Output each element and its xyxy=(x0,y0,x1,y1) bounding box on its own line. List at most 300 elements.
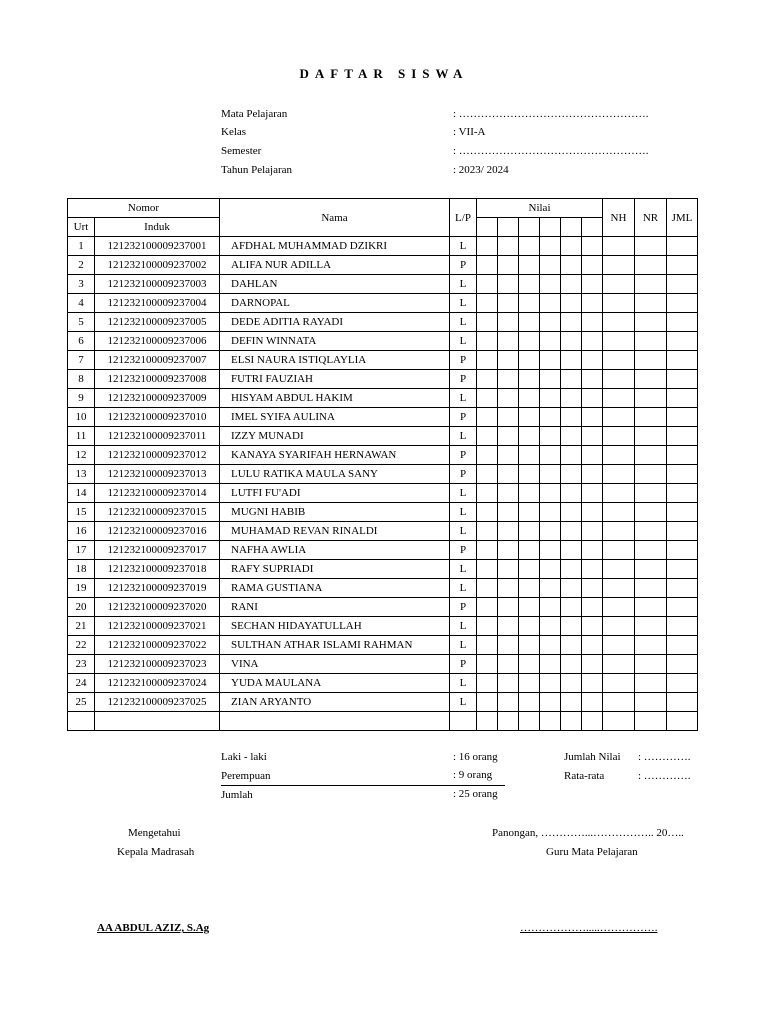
info-value-mata-pelajaran: : ……………………………………………. xyxy=(453,108,649,120)
cell-jml xyxy=(667,522,698,541)
cell-nilai-1 xyxy=(477,465,498,484)
cell-nilai-6 xyxy=(582,465,603,484)
cell-jml xyxy=(667,560,698,579)
cell-nilai-2 xyxy=(498,446,519,465)
guru-label: Guru Mata Pelajaran xyxy=(546,846,638,858)
cell-nilai-4 xyxy=(540,370,561,389)
rata-rata-value: : …………. xyxy=(638,770,691,782)
cell-induk: 121232100009237016 xyxy=(95,522,220,541)
header-nh: NH xyxy=(603,199,635,237)
cell-nilai-6 xyxy=(582,522,603,541)
cell-nilai-3 xyxy=(519,541,540,560)
cell-nr xyxy=(635,655,667,674)
table-row xyxy=(68,275,698,294)
cell-nilai-1 xyxy=(477,332,498,351)
cell-nr xyxy=(635,560,667,579)
cell-nilai-2 xyxy=(498,674,519,693)
cell-nilai-5 xyxy=(561,427,582,446)
cell-nilai-5 xyxy=(561,522,582,541)
cell-nh xyxy=(603,408,635,427)
cell-lp: L xyxy=(450,560,477,579)
cell-urt: 15 xyxy=(68,503,95,522)
cell-nilai-1 xyxy=(477,636,498,655)
cell-induk: 121232100009237011 xyxy=(95,427,220,446)
table-row xyxy=(68,503,698,522)
cell-induk: 121232100009237020 xyxy=(95,598,220,617)
cell-nr xyxy=(635,446,667,465)
cell-nilai-2 xyxy=(498,313,519,332)
cell-nilai-2 xyxy=(498,636,519,655)
cell-nh xyxy=(603,655,635,674)
cell-nilai-1 xyxy=(477,503,498,522)
cell-nr xyxy=(635,693,667,712)
cell-nilai-2 xyxy=(498,351,519,370)
cell-lp: P xyxy=(450,370,477,389)
cell-nilai-3 xyxy=(519,351,540,370)
cell-nilai-1 xyxy=(477,541,498,560)
cell-urt: 12 xyxy=(68,446,95,465)
cell-nr xyxy=(635,408,667,427)
cell-urt: 19 xyxy=(68,579,95,598)
cell-nr xyxy=(635,294,667,313)
cell-nilai-1 xyxy=(477,579,498,598)
cell-urt: 17 xyxy=(68,541,95,560)
cell-jml xyxy=(667,389,698,408)
cell-nr xyxy=(635,427,667,446)
cell-nilai-4 xyxy=(540,579,561,598)
cell-nh xyxy=(603,503,635,522)
laki-label: Laki - laki xyxy=(221,751,267,763)
cell-nilai-4 xyxy=(540,446,561,465)
cell-jml xyxy=(667,313,698,332)
cell-nilai-4 xyxy=(540,427,561,446)
perempuan-value: : 9 orang xyxy=(453,769,493,781)
cell-nilai-5 xyxy=(561,541,582,560)
cell-nilai-2 xyxy=(498,522,519,541)
info-value-kelas: : VII-A xyxy=(453,126,486,138)
cell-lp: L xyxy=(450,617,477,636)
cell-nilai-4 xyxy=(540,693,561,712)
cell-nilai-4 xyxy=(540,294,561,313)
cell-nilai-1 xyxy=(477,408,498,427)
cell-lp: P xyxy=(450,655,477,674)
cell-nilai-3 xyxy=(519,332,540,351)
cell-jml xyxy=(667,351,698,370)
cell-nr xyxy=(635,237,667,256)
cell-nr xyxy=(635,617,667,636)
cell-nilai-6 xyxy=(582,636,603,655)
cell-nr xyxy=(635,579,667,598)
cell-nr xyxy=(635,313,667,332)
cell-nr xyxy=(635,484,667,503)
cell-nr xyxy=(635,598,667,617)
cell-nilai-5 xyxy=(561,256,582,275)
cell-induk: 121232100009237008 xyxy=(95,370,220,389)
info-value-semester: : ……………………………………………. xyxy=(453,145,649,157)
cell-jml xyxy=(667,579,698,598)
cell-jml xyxy=(667,655,698,674)
cell-nilai-1 xyxy=(477,598,498,617)
cell-nilai-1 xyxy=(477,693,498,712)
cell-nh xyxy=(603,522,635,541)
cell-nama: DEFIN WINNATA xyxy=(220,332,450,351)
cell-nilai-1 xyxy=(477,370,498,389)
cell-nr xyxy=(635,256,667,275)
cell-nr xyxy=(635,674,667,693)
cell-nilai-3 xyxy=(519,484,540,503)
cell-induk: 121232100009237010 xyxy=(95,408,220,427)
cell-nama: DEDE ADITIA RAYADI xyxy=(220,313,450,332)
table-row xyxy=(68,237,698,256)
cell-nilai-2 xyxy=(498,655,519,674)
info-label-mata-pelajaran: Mata Pelajaran xyxy=(221,108,288,120)
table-row xyxy=(68,541,698,560)
cell-nr xyxy=(635,389,667,408)
cell-induk: 121232100009237014 xyxy=(95,484,220,503)
cell-nr xyxy=(635,275,667,294)
kepala-madrasah-label: Kepala Madrasah xyxy=(117,846,195,858)
cell-nilai-1 xyxy=(477,351,498,370)
cell-nama: RANI xyxy=(220,598,450,617)
nilai-col-4 xyxy=(540,218,561,237)
cell-lp: L xyxy=(450,503,477,522)
cell-nr xyxy=(635,370,667,389)
cell-nilai-1 xyxy=(477,617,498,636)
cell-nilai-2 xyxy=(498,617,519,636)
nilai-col-6 xyxy=(582,218,603,237)
cell-urt: 7 xyxy=(68,351,95,370)
jumlah-value: : 25 orang xyxy=(453,788,498,800)
cell-urt: 1 xyxy=(68,237,95,256)
cell-jml xyxy=(667,693,698,712)
cell-nilai-4 xyxy=(540,313,561,332)
table-row xyxy=(68,674,698,693)
cell-nilai-2 xyxy=(498,332,519,351)
cell-nilai-1 xyxy=(477,446,498,465)
cell-nilai-6 xyxy=(582,484,603,503)
cell-nilai-3 xyxy=(519,522,540,541)
cell-nr xyxy=(635,541,667,560)
cell-nilai-6 xyxy=(582,617,603,636)
table-row xyxy=(68,560,698,579)
cell-jml xyxy=(667,370,698,389)
cell-nilai-6 xyxy=(582,427,603,446)
rata-rata-label: Rata-rata xyxy=(564,770,605,782)
cell-nilai-4 xyxy=(540,522,561,541)
cell-urt: 11 xyxy=(68,427,95,446)
cell-nama: YUDA MAULANA xyxy=(220,674,450,693)
cell-jml xyxy=(667,256,698,275)
cell-nilai-1 xyxy=(477,484,498,503)
cell-nilai-5 xyxy=(561,617,582,636)
cell-nama: ALIFA NUR ADILLA xyxy=(220,256,450,275)
cell-nilai-5 xyxy=(561,389,582,408)
cell-nama: DARNOPAL xyxy=(220,294,450,313)
cell-nilai-6 xyxy=(582,655,603,674)
cell-nh xyxy=(603,693,635,712)
cell-induk: 121232100009237017 xyxy=(95,541,220,560)
cell-nh xyxy=(603,237,635,256)
cell-lp: L xyxy=(450,389,477,408)
cell-nilai-5 xyxy=(561,446,582,465)
cell-urt: 23 xyxy=(68,655,95,674)
cell-nilai-4 xyxy=(540,389,561,408)
cell-nama: HISYAM ABDUL HAKIM xyxy=(220,389,450,408)
cell-nilai-1 xyxy=(477,256,498,275)
cell-jml xyxy=(667,275,698,294)
cell-nilai-5 xyxy=(561,655,582,674)
cell-nh xyxy=(603,636,635,655)
cell-nama: LUTFI FU'ADI xyxy=(220,484,450,503)
cell-nilai-3 xyxy=(519,427,540,446)
cell-nh xyxy=(603,275,635,294)
cell-lp: L xyxy=(450,579,477,598)
laki-value: : 16 orang xyxy=(453,751,498,763)
cell-nilai-5 xyxy=(561,693,582,712)
cell-nh xyxy=(603,351,635,370)
cell-nr xyxy=(635,332,667,351)
cell-induk: 121232100009237002 xyxy=(95,256,220,275)
cell-nilai-2 xyxy=(498,408,519,427)
cell-nilai-2 xyxy=(498,427,519,446)
cell-nilai-6 xyxy=(582,446,603,465)
cell-nh xyxy=(603,560,635,579)
cell-nr xyxy=(635,351,667,370)
student-table xyxy=(67,198,698,731)
cell-nilai-6 xyxy=(582,237,603,256)
cell-nr xyxy=(635,465,667,484)
cell-nilai-5 xyxy=(561,636,582,655)
nilai-col-5 xyxy=(561,218,582,237)
cell-jml xyxy=(667,674,698,693)
cell-nama: SECHAN HIDAYATULLAH xyxy=(220,617,450,636)
info-label-kelas: Kelas xyxy=(221,126,247,138)
cell-lp: P xyxy=(450,351,477,370)
cell-nilai-5 xyxy=(561,560,582,579)
cell-induk: 121232100009237019 xyxy=(95,579,220,598)
cell-nilai-3 xyxy=(519,598,540,617)
cell-nilai-3 xyxy=(519,712,540,731)
cell-nilai-5 xyxy=(561,237,582,256)
cell-nilai-2 xyxy=(498,541,519,560)
table-body xyxy=(68,237,698,731)
cell-urt: 16 xyxy=(68,522,95,541)
cell-nilai-3 xyxy=(519,617,540,636)
cell-nilai-5 xyxy=(561,465,582,484)
perempuan-label: Perempuan xyxy=(221,770,271,782)
cell-nilai-2 xyxy=(498,560,519,579)
cell-nilai-5 xyxy=(561,579,582,598)
cell-nh xyxy=(603,446,635,465)
cell-nilai-4 xyxy=(540,503,561,522)
cell-induk: 121232100009237004 xyxy=(95,294,220,313)
cell-induk: 121232100009237015 xyxy=(95,503,220,522)
cell-nama: IMEL SYIFA AULINA xyxy=(220,408,450,427)
info-value-tahun-pelajaran: : 2023/ 2024 xyxy=(453,164,509,176)
cell-nh xyxy=(603,389,635,408)
cell-nh xyxy=(603,712,635,731)
cell-nilai-5 xyxy=(561,484,582,503)
cell-nama: NAFHA AWLIA xyxy=(220,541,450,560)
cell-nilai-2 xyxy=(498,256,519,275)
cell-induk: 121232100009237025 xyxy=(95,693,220,712)
cell-nilai-5 xyxy=(561,598,582,617)
cell-urt: 22 xyxy=(68,636,95,655)
cell-lp: P xyxy=(450,465,477,484)
cell-induk xyxy=(95,712,220,731)
cell-nilai-5 xyxy=(561,332,582,351)
table-row xyxy=(68,655,698,674)
cell-nilai-6 xyxy=(582,370,603,389)
cell-nilai-6 xyxy=(582,389,603,408)
cell-lp: P xyxy=(450,541,477,560)
cell-nilai-2 xyxy=(498,465,519,484)
table-row xyxy=(68,256,698,275)
cell-jml xyxy=(667,408,698,427)
cell-urt: 13 xyxy=(68,465,95,484)
cell-nilai-3 xyxy=(519,503,540,522)
header-jml: JML xyxy=(667,199,698,237)
cell-nr xyxy=(635,712,667,731)
cell-nilai-6 xyxy=(582,503,603,522)
cell-lp: P xyxy=(450,598,477,617)
cell-nama: RAMA GUSTIANA xyxy=(220,579,450,598)
cell-nilai-1 xyxy=(477,674,498,693)
table-row xyxy=(68,484,698,503)
table-row xyxy=(68,294,698,313)
cell-nilai-4 xyxy=(540,560,561,579)
header-induk: Induk xyxy=(95,218,220,237)
cell-lp: L xyxy=(450,484,477,503)
cell-nama: AFDHAL MUHAMMAD DZIKRI xyxy=(220,237,450,256)
cell-nama: DAHLAN xyxy=(220,275,450,294)
cell-jml xyxy=(667,465,698,484)
cell-induk: 121232100009237006 xyxy=(95,332,220,351)
cell-nh xyxy=(603,313,635,332)
nilai-col-1 xyxy=(477,218,498,237)
cell-nilai-2 xyxy=(498,237,519,256)
cell-nama: KANAYA SYARIFAH HERNAWAN xyxy=(220,446,450,465)
table-row xyxy=(68,370,698,389)
jumlah-label: Jumlah xyxy=(221,789,253,801)
guru-name: ……………….....……………. xyxy=(520,922,658,934)
cell-lp: L xyxy=(450,275,477,294)
cell-nh xyxy=(603,427,635,446)
cell-nh xyxy=(603,617,635,636)
cell-nama xyxy=(220,712,450,731)
cell-nilai-5 xyxy=(561,712,582,731)
cell-nilai-5 xyxy=(561,313,582,332)
cell-jml xyxy=(667,617,698,636)
table-row xyxy=(68,617,698,636)
header-nama: Nama xyxy=(220,199,450,237)
cell-nh xyxy=(603,370,635,389)
cell-nilai-4 xyxy=(540,351,561,370)
place-date: Panongan, …………...…………….. 20….. xyxy=(492,827,684,839)
cell-nilai-2 xyxy=(498,275,519,294)
cell-urt: 6 xyxy=(68,332,95,351)
cell-urt: 14 xyxy=(68,484,95,503)
cell-urt: 10 xyxy=(68,408,95,427)
cell-nama: FUTRI FAUZIAH xyxy=(220,370,450,389)
cell-induk: 121232100009237018 xyxy=(95,560,220,579)
table-row xyxy=(68,465,698,484)
cell-nilai-6 xyxy=(582,598,603,617)
cell-induk: 121232100009237003 xyxy=(95,275,220,294)
cell-nama: RAFY SUPRIADI xyxy=(220,560,450,579)
cell-nilai-6 xyxy=(582,712,603,731)
cell-induk: 121232100009237001 xyxy=(95,237,220,256)
cell-lp: L xyxy=(450,332,477,351)
cell-nilai-4 xyxy=(540,408,561,427)
cell-nilai-3 xyxy=(519,693,540,712)
cell-nilai-2 xyxy=(498,370,519,389)
table-row xyxy=(68,332,698,351)
cell-nilai-1 xyxy=(477,427,498,446)
cell-nilai-5 xyxy=(561,674,582,693)
cell-nilai-4 xyxy=(540,617,561,636)
cell-induk: 121232100009237013 xyxy=(95,465,220,484)
cell-nilai-6 xyxy=(582,294,603,313)
cell-nilai-3 xyxy=(519,446,540,465)
cell-urt: 8 xyxy=(68,370,95,389)
nilai-col-2 xyxy=(498,218,519,237)
nilai-col-3 xyxy=(519,218,540,237)
cell-nilai-4 xyxy=(540,598,561,617)
cell-nilai-5 xyxy=(561,294,582,313)
cell-nilai-3 xyxy=(519,370,540,389)
cell-jml xyxy=(667,636,698,655)
cell-nilai-1 xyxy=(477,522,498,541)
cell-nilai-4 xyxy=(540,541,561,560)
header-nr: NR xyxy=(635,199,667,237)
cell-urt: 3 xyxy=(68,275,95,294)
cell-nilai-3 xyxy=(519,579,540,598)
cell-nilai-3 xyxy=(519,237,540,256)
cell-nama: SULTHAN ATHAR ISLAMI RAHMAN xyxy=(220,636,450,655)
cell-lp: L xyxy=(450,693,477,712)
cell-urt: 24 xyxy=(68,674,95,693)
jumlah-nilai-value: : …………. xyxy=(638,751,691,763)
cell-urt: 21 xyxy=(68,617,95,636)
cell-nilai-3 xyxy=(519,674,540,693)
cell-nilai-3 xyxy=(519,408,540,427)
cell-nilai-3 xyxy=(519,389,540,408)
cell-nilai-6 xyxy=(582,275,603,294)
cell-induk: 121232100009237012 xyxy=(95,446,220,465)
cell-nilai-4 xyxy=(540,275,561,294)
cell-urt: 20 xyxy=(68,598,95,617)
cell-nh xyxy=(603,332,635,351)
cell-induk: 121232100009237023 xyxy=(95,655,220,674)
cell-nilai-5 xyxy=(561,275,582,294)
cell-jml xyxy=(667,427,698,446)
cell-nilai-5 xyxy=(561,503,582,522)
table-row xyxy=(68,598,698,617)
cell-nilai-4 xyxy=(540,237,561,256)
header-nilai: Nilai xyxy=(477,199,603,218)
cell-nh xyxy=(603,674,635,693)
jumlah-nilai-label: Jumlah Nilai xyxy=(564,751,621,763)
cell-nilai-3 xyxy=(519,636,540,655)
table-row xyxy=(68,408,698,427)
cell-nilai-6 xyxy=(582,408,603,427)
page-title: DAFTAR SISWA xyxy=(299,66,469,81)
cell-nilai-1 xyxy=(477,275,498,294)
cell-nama: LULU RATIKA MAULA SANY xyxy=(220,465,450,484)
cell-lp: L xyxy=(450,237,477,256)
cell-nilai-3 xyxy=(519,655,540,674)
